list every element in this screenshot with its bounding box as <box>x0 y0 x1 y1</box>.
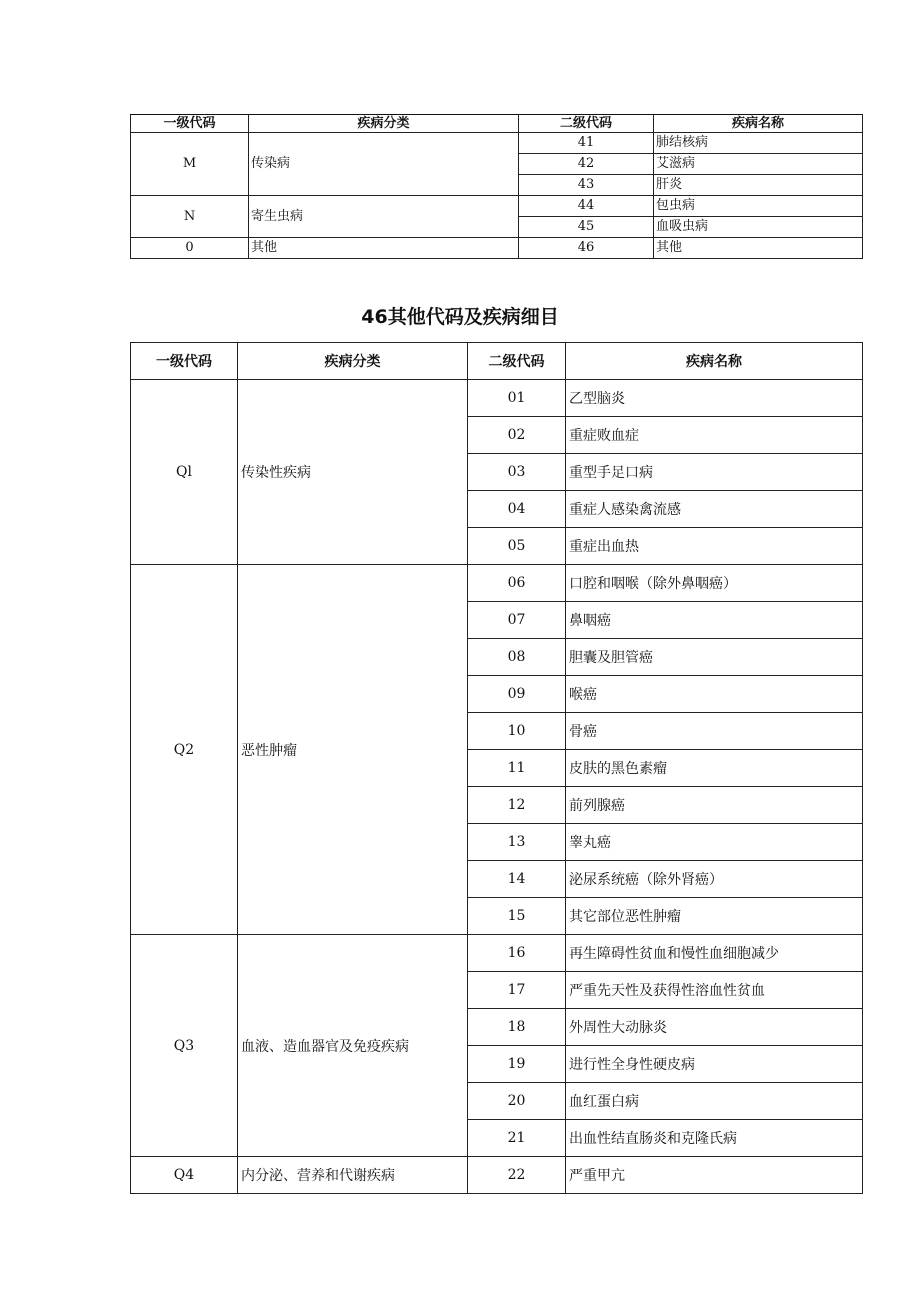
level2-code-cell: 18 <box>468 1009 566 1046</box>
table-body <box>131 133 863 259</box>
disease-name-cell: 进行性全身性硬皮病 <box>566 1046 863 1083</box>
section-title: 46其他代码及疾病细目 <box>361 306 559 328</box>
category-cell: 寄生虫病 <box>249 196 519 238</box>
disease-name-cell: 泌尿系统癌（除外肾癌） <box>566 861 863 898</box>
disease-name-cell: 骨癌 <box>566 713 863 750</box>
table-header-row <box>131 343 863 380</box>
level2-code-cell: 09 <box>468 676 566 713</box>
level2-code-cell: 46 <box>519 238 654 259</box>
header-category: 疾病分类 <box>249 115 519 133</box>
disease-name-cell: 鼻咽癌 <box>566 602 863 639</box>
disease-name-cell: 胆囊及胆管癌 <box>566 639 863 676</box>
level1-code-cell: 0 <box>131 238 249 259</box>
header-disease-name: 疾病名称 <box>654 115 863 133</box>
level2-code-cell: 07 <box>468 602 566 639</box>
table-row <box>131 133 863 154</box>
disease-name-cell: 其他 <box>654 238 863 259</box>
disease-name-cell: 包虫病 <box>654 196 863 217</box>
level2-code-cell: 01 <box>468 380 566 417</box>
disease-name-cell: 前列腺癌 <box>566 787 863 824</box>
disease-name-cell: 重症人感染禽流感 <box>566 491 863 528</box>
level2-code-cell: 08 <box>468 639 566 676</box>
table-row <box>131 380 863 417</box>
level2-code-cell: 13 <box>468 824 566 861</box>
level2-code-cell: 41 <box>519 133 654 154</box>
disease-name-cell: 严重甲亢 <box>566 1157 863 1194</box>
level2-code-cell: 16 <box>468 935 566 972</box>
disease-name-cell: 艾滋病 <box>654 154 863 175</box>
table-row <box>131 1157 863 1194</box>
disease-code-table-2 <box>130 342 863 1194</box>
disease-name-cell: 喉癌 <box>566 676 863 713</box>
disease-name-cell: 其它部位恶性肿瘤 <box>566 898 863 935</box>
level1-code-cell: Ql <box>131 380 238 565</box>
disease-name-cell: 严重先天性及获得性溶血性贫血 <box>566 972 863 1009</box>
category-cell: 传染病 <box>249 133 519 196</box>
table-row <box>131 565 863 602</box>
level1-code-cell: Q4 <box>131 1157 238 1194</box>
category-cell: 血液、造血器官及免疫疾病 <box>238 935 468 1157</box>
header-level2-code: 二级代码 <box>468 343 566 380</box>
category-cell: 传染性疾病 <box>238 380 468 565</box>
level2-code-cell: 19 <box>468 1046 566 1083</box>
level2-code-cell: 43 <box>519 175 654 196</box>
level1-code-cell: M <box>131 133 249 196</box>
level2-code-cell: 44 <box>519 196 654 217</box>
header-level2-code: 二级代码 <box>519 115 654 133</box>
level2-code-cell: 22 <box>468 1157 566 1194</box>
disease-name-cell: 口腔和咽喉（除外鼻咽癌） <box>566 565 863 602</box>
level2-code-cell: 06 <box>468 565 566 602</box>
table-row <box>131 935 863 972</box>
disease-name-cell: 血红蛋白病 <box>566 1083 863 1120</box>
level1-code-cell: Q2 <box>131 565 238 935</box>
disease-name-cell: 重症败血症 <box>566 417 863 454</box>
level2-code-cell: 20 <box>468 1083 566 1120</box>
disease-name-cell: 肝炎 <box>654 175 863 196</box>
disease-name-cell: 再生障碍性贫血和慢性血细胞减少 <box>566 935 863 972</box>
level2-code-cell: 14 <box>468 861 566 898</box>
table-header-row <box>131 115 863 133</box>
header-level1-code: 一级代码 <box>131 115 249 133</box>
level2-code-cell: 15 <box>468 898 566 935</box>
disease-name-cell: 睾丸癌 <box>566 824 863 861</box>
level2-code-cell: 03 <box>468 454 566 491</box>
level2-code-cell: 45 <box>519 217 654 238</box>
disease-code-table-1 <box>130 114 863 259</box>
header-disease-name: 疾病名称 <box>566 343 863 380</box>
category-cell: 其他 <box>249 238 519 259</box>
disease-name-cell: 肺结核病 <box>654 133 863 154</box>
disease-name-cell: 皮肤的黑色素瘤 <box>566 750 863 787</box>
disease-name-cell: 外周性大动脉炎 <box>566 1009 863 1046</box>
disease-name-cell: 出血性结直肠炎和克隆氏病 <box>566 1120 863 1157</box>
disease-name-cell: 乙型脑炎 <box>566 380 863 417</box>
category-cell: 恶性肿瘤 <box>238 565 468 935</box>
level2-code-cell: 17 <box>468 972 566 1009</box>
table-row <box>131 238 863 259</box>
level2-code-cell: 42 <box>519 154 654 175</box>
level2-code-cell: 02 <box>468 417 566 454</box>
level2-code-cell: 11 <box>468 750 566 787</box>
category-cell: 内分泌、营养和代谢疾病 <box>238 1157 468 1194</box>
header-category: 疾病分类 <box>238 343 468 380</box>
level1-code-cell: N <box>131 196 249 238</box>
table-body <box>131 380 863 1194</box>
disease-name-cell: 重型手足口病 <box>566 454 863 491</box>
level2-code-cell: 12 <box>468 787 566 824</box>
disease-name-cell: 重症出血热 <box>566 528 863 565</box>
level1-code-cell: Q3 <box>131 935 238 1157</box>
level2-code-cell: 10 <box>468 713 566 750</box>
level2-code-cell: 04 <box>468 491 566 528</box>
level2-code-cell: 05 <box>468 528 566 565</box>
header-level1-code: 一级代码 <box>131 343 238 380</box>
disease-name-cell: 血吸虫病 <box>654 217 863 238</box>
level2-code-cell: 21 <box>468 1120 566 1157</box>
table-row <box>131 196 863 217</box>
